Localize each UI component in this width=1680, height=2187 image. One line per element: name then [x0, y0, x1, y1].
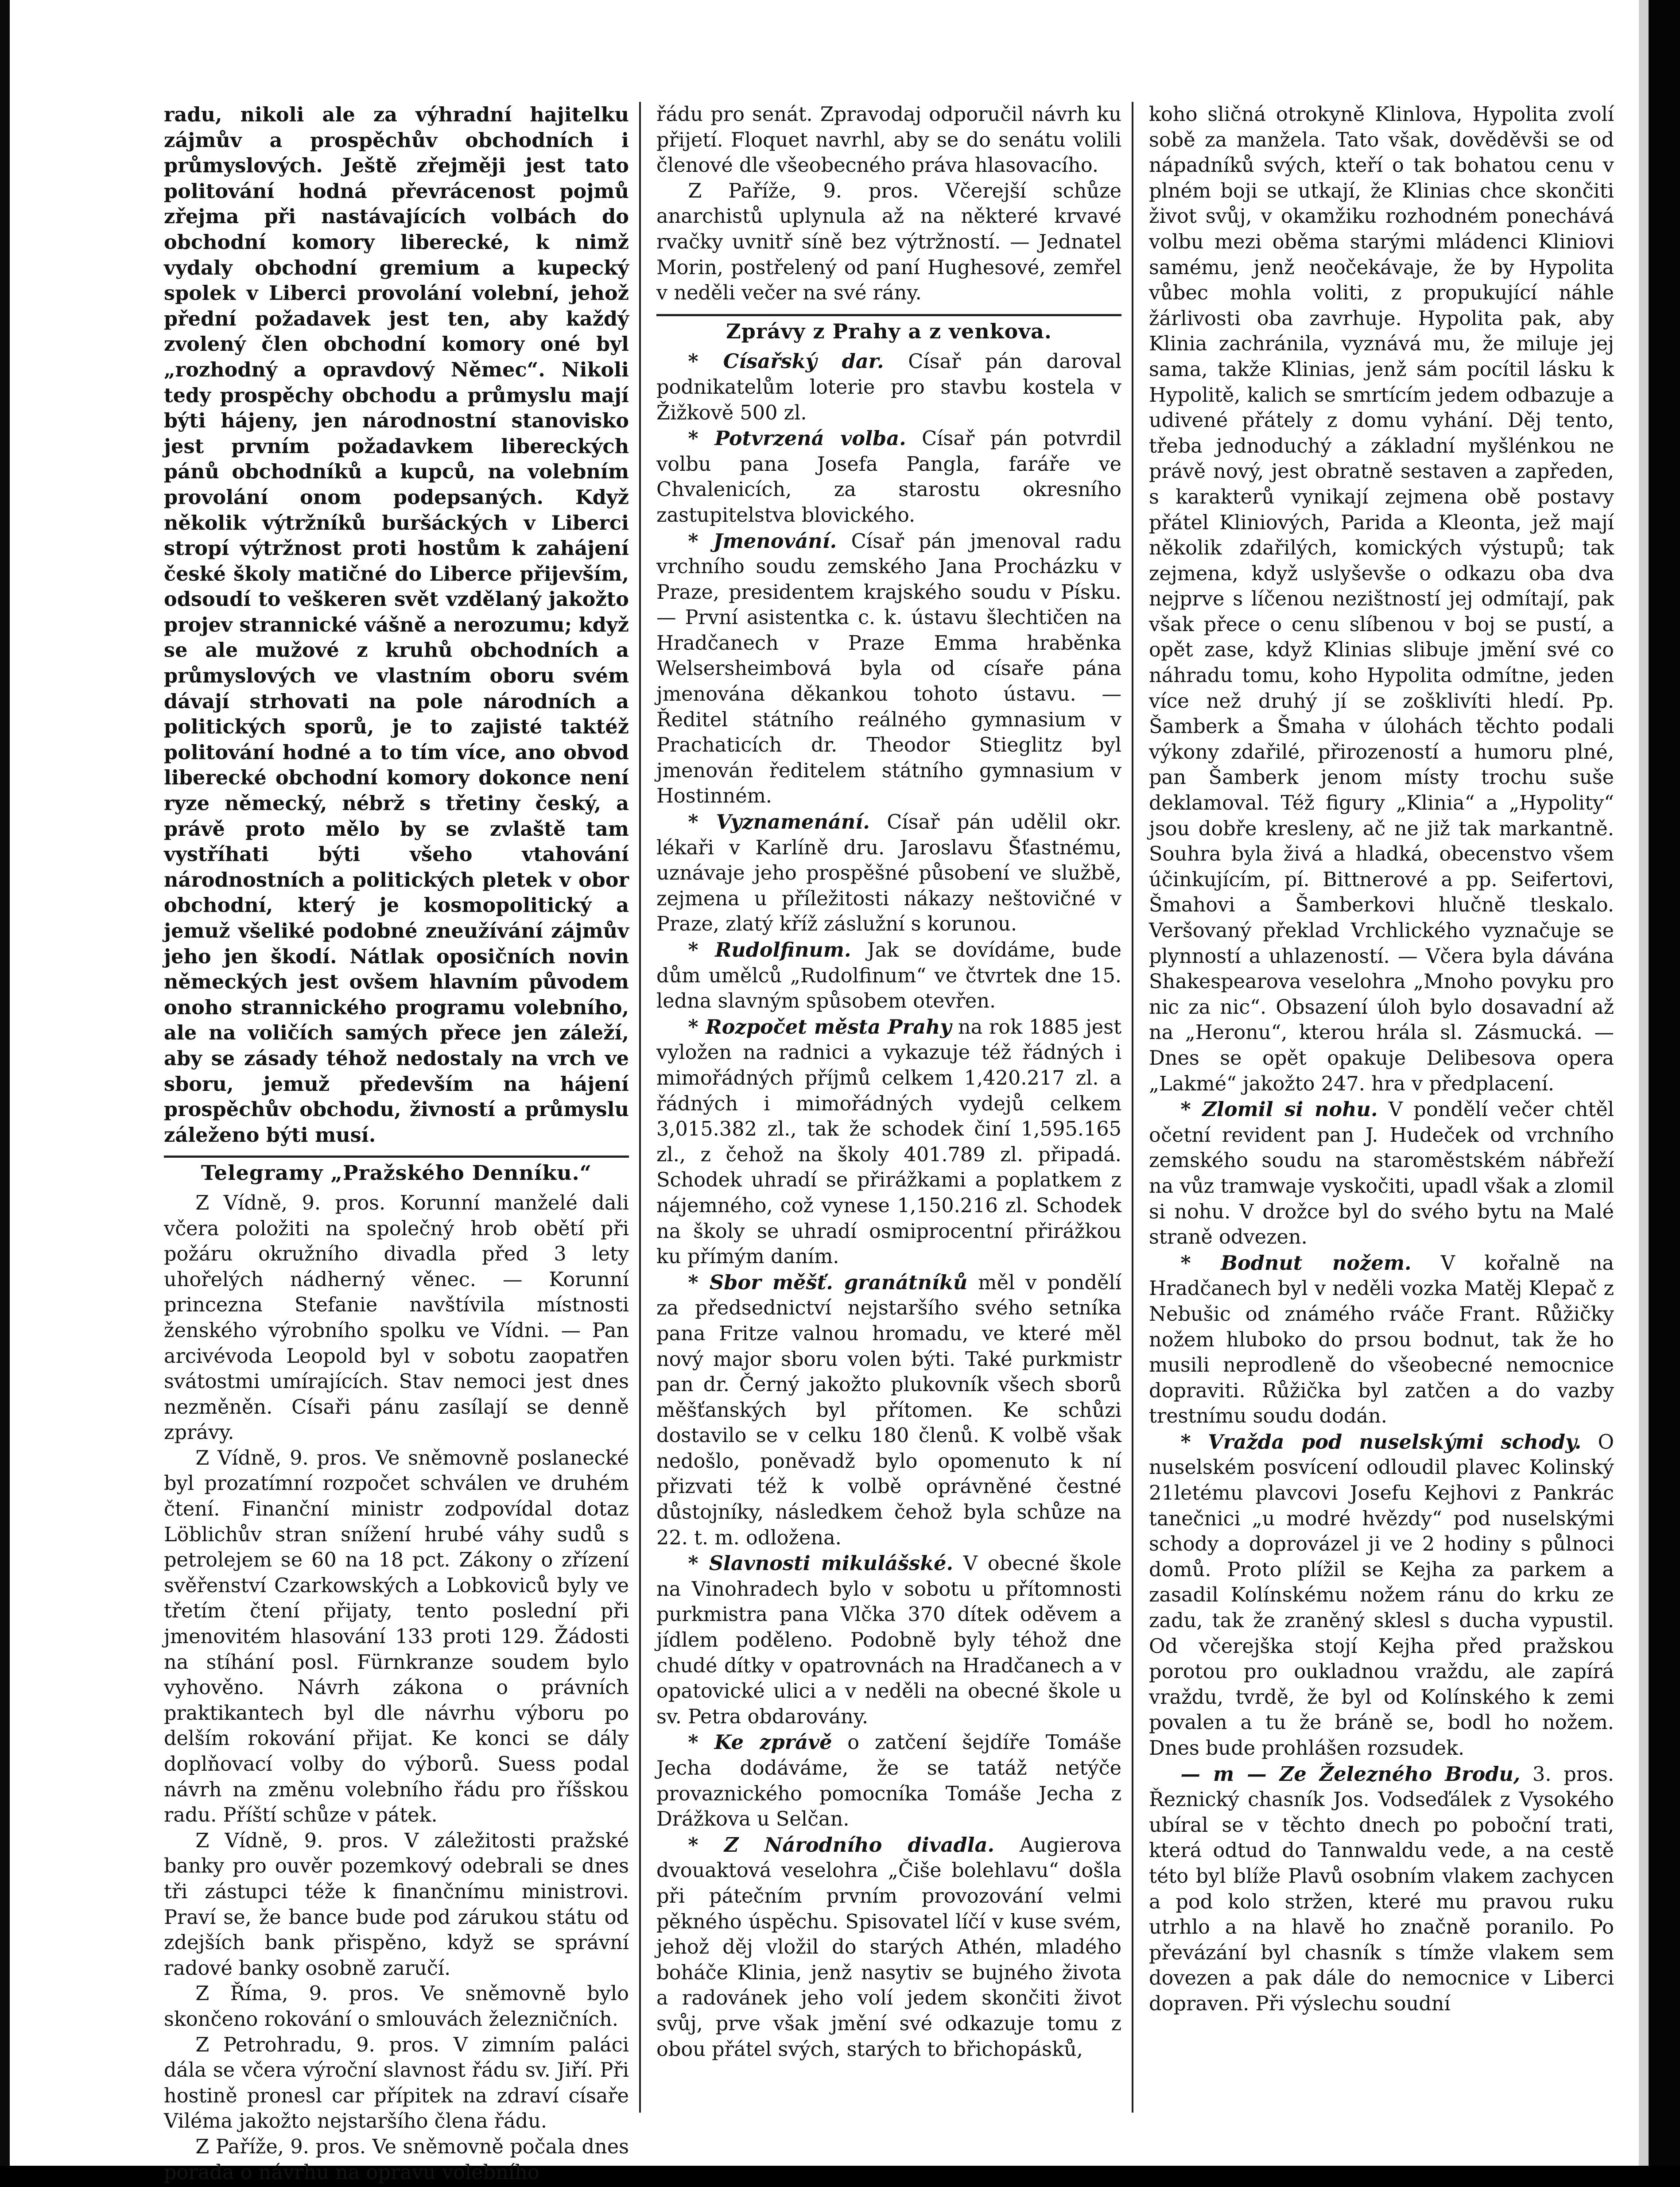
news-text: Jak se dovídáme, bude dům umělců „Rudolfinum“ ve čtvrtek dne 15. ledna slavným spůsobem otevřen.: [656, 938, 1122, 1013]
news-text: Císař pán potvrdil volbu pana Josefa Pangla, faráře ve Chvalenicích, za starostu okresního zastupitelstva blovického.: [656, 427, 1121, 527]
telegram-rome: Z Říma, 9. pros. Ve sněmovně bylo skončeno rokování o smlouvách železničních.: [164, 1982, 629, 2031]
news-item: [656, 1270, 1121, 1551]
column-2: [656, 102, 1121, 2113]
news-text: měl v pondělí za předsednictví nejstaršího svého setníka pana Fritze valnou hromadu, ve které měl nový major sboru volen býti. Také purkmistr pan dr. Černý jakožto plukovník všech sborů měšťanských byl přítomen. Ke schůzi dostavilo se v celku 180 členů. K volbě však nedošlo, poněvadž bylo opomenuto k ní přizvati též k volbě oprávněné čestné důstojníky, následkem čehož byla schůze na 22. t. m. odložena.: [656, 1271, 1121, 1549]
news-item: [656, 1014, 1121, 1270]
news-text: o zatčení šejdíře Tomáše Jecha dodáváme, že se tatáž netýče provaznického pomocníka Tomáše Jecha z Drážkova u Selčan.: [656, 1731, 1121, 1831]
news-title: * Zlomil si nohu.: [1180, 1097, 1378, 1121]
telegram-vienna-3: Z Vídně, 9. pros. V záležitosti pražské banky pro ouvěr pozemkový odebrali se dnes tři zástupci téže k finančnímu ministrovi. Praví se, že bance bude pod zárukou státu od zdejších bank přispěno, když se správní radové banky osobně zaručí.: [164, 1829, 629, 1980]
telegram-paris-1-continued: řádu pro senát. Zpravodaj odporučil návrh ku přijetí. Floquet navrhl, aby se do senátu volili členové dle všeobecného práva hlasovacího.: [656, 103, 1121, 177]
column-3: [1149, 102, 1614, 2113]
news-text: Císař pán udělil okr. lékaři v Karlíně dru. Jaroslavu Šťastnému, uznávaje jeho prospěšné působení ve službě, zejmena u příležitosti nákazy neštovičné v Praze, zlatý kříž záslužní s korunou.: [656, 810, 1121, 936]
news-title: * Sbor měšť. granátníků: [688, 1270, 968, 1294]
news-text: Císař pán daroval podnikatelům loterie pro stavbu kostela v Žižkově 500 zl.: [656, 350, 1121, 424]
news-title: * Vražda pod nuselskými schody.: [1180, 1430, 1582, 1454]
column-1: [164, 102, 629, 2184]
news-title: * Rudolfinum.: [688, 938, 851, 962]
telegram-vienna-1: Z Vídně, 9. pros. Korunní manželé dali včera položiti na společný hrob obětí při požáru okružního divadla před 3 lety uhořelých nádherný věnec. — Korunní princezna Stefanie navštívila místnosti ženského výrobního spolku ve Vídni. — Pan arcivévoda Leopold byl v sobotu zaopatřen svátostmi umírajících. Stav nemoci jest dnes nezměněn. Císaři pánu zasílají se denně zprávy.: [164, 1191, 629, 1444]
news-item: [1149, 1250, 1614, 1429]
news-text: Císař pán jmenoval radu vrchního soudu zemského Jana Procházku v Praze, presidentem krajského soudu v Písku. — První asistentka c. k. ústavu šlechtičen na Hradčanech v Praze Emma hraběnka Welsersheimbová byla od císaře pána jmenována děkankou tohoto ústavu. — Ředitel státního reálného gymnasium v Prachaticích dr. Theodor Stieglitz byl jmenován ředitelem státního gymnasium v Hostinném.: [656, 529, 1121, 808]
scan-border-right: [1649, 0, 1680, 2187]
news-title: * Z Národního divadla.: [688, 1833, 995, 1857]
news-title: * Potvrzená volba.: [688, 427, 906, 450]
news-item: [1149, 1761, 1614, 2017]
news-item: [656, 426, 1121, 528]
news-item: [656, 1551, 1121, 1729]
telegram-paris-2: Z Paříže, 9. pros. Včerejší schůze anarchistů uplynula až na některé krvavé rvačky uvnitř síně bez výtržností. — Jednatel Morin, postřelený od paní Hughesové, zemřel v neděli večer na své rány.: [656, 179, 1121, 305]
news-title: — m — Ze Železného Brodu,: [1180, 1762, 1521, 1786]
scan-border-shadow: [1639, 0, 1649, 2187]
news-text: na rok 1885 jest vyložen na radnici a vykazuje též řádných i mimořádných příjmů celkem 1,420.217 zl. a řádných i mimořádných vydejů celkem 3,015.382 zl., tak že schodek činí 1,595.165 zl., z čehož na školy 401.789 zl. připadá. Schodek uhradí se přirážkami a poplatkem z nájemného, což vynese 1,150.216 zl. Schodek na školy se uhradí osmiprocentní přirážkou ku přímým daním.: [656, 1015, 1121, 1268]
newspaper-page: [151, 102, 1626, 2184]
news-title: * Císařský dar.: [688, 349, 884, 373]
news-item: [1149, 1097, 1614, 1250]
news-text: V kořalně na Hradčanech byl v neděli vozka Matěj Klepač z Nebušic od známého rváče Frant. Růžičky nožem hluboko do prsou bodnut, tak že ho musili neprodleně do všeobecné nemocnice dopraviti. Růžička byl zatčen a do vazby trestnímu soudu dodán.: [1149, 1251, 1614, 1428]
news-item: [1149, 1429, 1614, 1761]
news-title: * Vyznamenání.: [688, 810, 870, 834]
news-item: [656, 528, 1121, 810]
news-item: [656, 937, 1121, 1014]
news-text: V pondělí večer chtěl očetní revident pan J. Hudeček od vrchního zemského soudu na staroměstském nábřeží na vůz tramwaje vyskočiti, upadl však a zlomil si nohu. V drožce byl do svého bytu na Malé straně odvezen.: [1149, 1098, 1614, 1249]
news-item: [656, 349, 1121, 426]
news-title: * Ke zprávě: [688, 1730, 832, 1754]
news-title: * Rozpočet města Prahy: [688, 1015, 952, 1039]
news-item: [656, 1832, 1121, 2062]
telegram-petersburg: Z Petrohradu, 9. pros. V zimním paláci dála se včera výroční slavnost řádu sv. Jiří. Při hostině pronesl car přípitek na zdraví císaře Viléma jakožto nejstaršího člena řádu.: [164, 2033, 629, 2133]
telegram-vienna-2: Z Vídně, 9. pros. Ve sněmovně poslanecké byl prozatímní rozpočet schválen ve druhém čtení. Finanční ministr zodpovídal dotaz Löblichův stran snížení hrubé váhy sudů s petrolejem se 60 na 18 pct. Zákony o zřízení svěřenství Czarkowských a Lobkoviců byly ve třetím čtení přijaty, tento poslední při jmenovitém hlasování 133 proti 129. Žádosti na stíhání posl. Fürnkranze soudem bylo vyhověno. Návrh zákona o právních praktikantech byl dle návrhu výboru po delším rokování přijat. Ke konci se dály doplňovací volby do výborů. Suess podal návrh na změnu volebního řádu pro říšskou radu. Příští schůze v pátek.: [164, 1446, 629, 1827]
section-header-news: Zprávy z Prahy a z venkova.: [656, 314, 1121, 345]
column-rule-2: [1132, 102, 1133, 2113]
telegram-paris-1: Z Paříže, 9. pros. Ve sněmovně počala dnes porada o návrhu na opravu volebního: [164, 2135, 629, 2184]
news-text: V obecné škole na Vinohradech bylo v sobotu u přítomnosti purkmistra pana Vlčka 370 dítek oděvem a jídlem poděleno. Podobně byly téhož dne chudé dítky v opatrovnách na Hradčanech a v opatovické ulici a v neděli na obecné škole u sv. Petra obdarovány.: [656, 1552, 1121, 1728]
news-text: 3. pros. Řeznický chasník Jos. Vodseďálek z Vysokého ubíral se v těchto dnech po poboční trati, která odtud do Tannwaldu vede, a na cestě této byl blíže Plavů osobním vlakem zachycen a pod kolo stržen, které mu pravou ruku utrhlo a na hlavě ho značně poranilo. Po převázání byl chasník s tímže vlakem sem dovezen a pak dále do nemocnice v Liberci dopraven. Při výslechu soudní: [1149, 1762, 1614, 2015]
news-title: * Jmenování.: [688, 529, 837, 553]
news-text: O nuselském posvícení odloudil plavec Kolinský 21letému plavcovi Josefu Kejhovi z Pankrác tanečnici „u modré hvězdy“ pod nuselskými schody a doprovázel ji ve 2 hodiny s půlnoci domů. Proto plížil se Kejha za parkem a zasadil Kolínskému nožem ránu do krku ze zadu, tak že zraněný sklesl s ducha vypustil. Od včerejška stojí Kejha před pražskou porotou pro oukladnou vraždu, ale zapírá vraždu, tvrdě, že byl od Kolínského k zemi povalen a tu že bráně se, bodl ho nožem. Dnes bude prohlášen rozsudek.: [1149, 1430, 1614, 1760]
news-text: Augierova dvouaktová veselohra „Čiše bolehlavu“ došla při pátečním prvním provozování velmi pěkného úspěchu. Spisovatel líčí v kuse svém, jehož děj vložil do starých Athén, mladého boháče Klinia, jenž nasytiv se bujného života a radovánek jeho volí jedem skončiti život svůj, prve však jmění své odkazuje tomu z obou přátel svých, starých to břichopásků,: [656, 1833, 1121, 2061]
news-title: * Slavnosti mikulášské.: [688, 1551, 954, 1575]
section-header-telegrams: Telegramy „Pražského Denníku.“: [164, 1156, 629, 1186]
news-item: [656, 809, 1121, 937]
news-item: [656, 1729, 1121, 1832]
column-rule-1: [639, 102, 641, 2113]
scan-border-left: [0, 0, 10, 2187]
article-continuation: radu, nikoli ale za výhradní hajitelku zájmův a prospěchův obchodních i průmyslových. Ještě zřejměji jest tato politování hodná převrácenost pojmů zřejma při nastávajících volbách do obchodní komory liberecké, k nimž vydaly obchodní gremium a kupecký spolek v Liberci provolání volební, jehož přední požadavek jest ten, aby každý zvolený člen obchodní komory oné byl „rozhodný a opravdový Němec“. Nikoli tedy prospěchy obchodu a průmyslu mají býti hájeny, jen národnostní stanovisko jest prvním požadavkem libereckých pánů obchodníků a kupců, na volebním provolání onom podepsaných. Když několik výtržníků buršáckých v Liberci stropí výtržnost proti hostům k zahájení české školy matičné do Liberce přijevším, odsoudí to veškeren svět vzdělaný jakožto projev strannické vášně a nerozumu; když se ale mužové z kruhů obchodních a průmyslových ve vlastním oboru svém dávají strhovati na pole národních a politických sporů, je to zajisté taktéž politování hodné a to tím více, ano obvod liberecké obchodní komory dokonce není ryze německý, nébrž s třetiny český, a právě proto mělo by se zvlaště tam vystříhati býti všeho vtahování národnostních a politických pletek v obor obchodní, který je kosmopolitický a jemuž všeliké podobné zneužívání zájmův jeho jen škodí. Nátlak oposičních novin německých jest ovšem hlavním původem onoho strannického programu volebního, ale na voličích samých přece jen záleží, aby se zásady téhož nedostaly na vrch ve sboru, jemuž především na hájení prospěchův obchodu, živností a průmyslu záleženo býti musí.: [164, 103, 629, 1147]
theatre-review-continued: koho sličná otrokyně Klinlova, Hypolita zvolí sobě za manžela. Tato však, dověděvši se od nápadníků svých, kteří o tak bohatou cenu v plném boji se utkají, že Klinias chce skončiti život svůj, v okamžiku rozhodném ponechává volbu mezi oběma starými mládenci Kliniovi samému, jenž neočekávaje, že by Hypolita vůbec mohla voliti, z propukující náhle žárlivosti oba zavrhuje. Hypolita pak, aby Klinia zachránila, vyznává mu, že miluje jej sama, takže Klinias, jenž sám pocítil lásku k Hypolitě, kalich se smrtícím jedem odbazuje a udivené přátely z domu vyhání. Děj tento, třeba jednoduchý a základní myšlénkou ne právě nový, jest obratně sestaven a zapředen, s karakterů vynikají zejmena obě postavy přátel Kliniových, Parida a Kleonta, jež mají několik zdařilých, komických výstupů; tak zejmena, když uslyševše o odkazu oba dva nejprve s líčenou nezištností jej odmítají, pak však přece o cenu slíbenou v boj se pustí, a opět zase, když Klinias slibuje jmění své co náhradu tomu, koho Hypolita odmítne, jeden více než druhý jí se zošklivíti hledí. Pp. Šamberk a Šmaha v úlohách těchto podali výkony zdařilé, přirozeností a humoru plné, pan Šamberk jenom místy trochu suše deklamoval. Též figury „Klinia“ a „Hypolity“ jsou dobře kresleny, ač ne již tak markantně. Souhra byla živá a hladká, obecenstvo všem účinkujícím, pí. Bittnerové a pp. Seifertovi, Šmahovi a Šamberkovi hlučně tleskalo. Veršovaný překlad Vrchlického vyznačuje se plynností a uhlazeností. — Včera byla dávána Shakespearova veselohra „Mnoho povyku pro nic za nic“. Obsazení úloh bylo dosavadní až na „Heronu“, kterou hrála sl. Zásmucká. — Dnes se opět opakuje Delibesova opera „Lakmé“ jakožto 247. hra v předplacení.: [1149, 103, 1614, 1095]
news-title: * Bodnut nožem.: [1180, 1251, 1412, 1275]
